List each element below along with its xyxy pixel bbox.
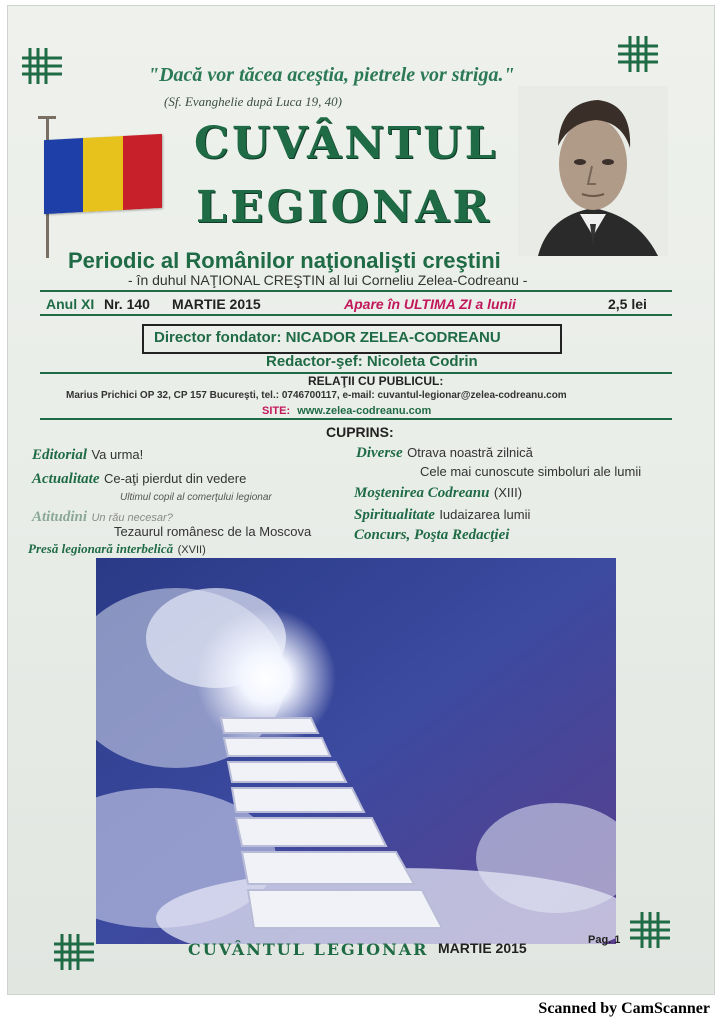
footer-date: MARTIE 2015 <box>438 940 527 956</box>
director-fondator: Director fondator: NICADOR ZELEA-CODREANU <box>154 329 501 346</box>
article-title: Iudaizarea lumii <box>439 507 531 522</box>
article-title: Ce-aţi pierdut din vedere <box>103 471 247 486</box>
header-quote: "Dacă vor tăcea aceştia, pietrele vor striga." <box>148 64 515 86</box>
site-link[interactable]: www.zelea-codreanu.com <box>297 405 432 417</box>
relations-contact: Marius Prichici OP 32, CP 157 Bucureşti, tel.: 0746700117, e-mail: cuvantul-legionar@zelea-codreanu.com <box>66 390 567 401</box>
section-name: Concurs, Poşta Redacţiei <box>354 527 510 543</box>
cross-icon <box>38 116 56 119</box>
quote-source: (Sf. Evanghelie după Luca 19, 40) <box>164 94 342 109</box>
triple-cross-icon <box>628 908 672 952</box>
relations-heading: RELAŢII CU PUBLICUL: <box>308 374 444 388</box>
scanner-watermark: Scanned by CamScanner <box>538 1000 710 1017</box>
redactor-sef: Redactor-şef: Nicoleta Codrin <box>266 353 478 370</box>
contents-left-item <box>32 470 246 488</box>
contents-right-item <box>354 526 509 544</box>
article-title: (XIII) <box>493 485 523 500</box>
subtitle: Periodic al Românilor naţionalişti creştini <box>68 248 501 273</box>
masthead-title-line2: LEGIONAR <box>196 182 492 233</box>
issue-year: Anul XI <box>46 296 95 312</box>
article-subtitle: Tezaurul românesc de la Moscova <box>114 524 312 539</box>
contents-right-item <box>356 444 533 462</box>
site-row <box>262 405 431 417</box>
article-title: Otrava noastră zilnică <box>407 445 533 460</box>
portrait-photo <box>518 86 668 256</box>
section-name: Editorial <box>32 447 88 463</box>
article-title: Va urma! <box>91 447 144 462</box>
contents-left-item <box>28 540 206 558</box>
site-label: SITE: <box>262 405 291 417</box>
issue-number: Nr. 140 <box>104 296 150 312</box>
footer-title: CUVÂNTUL LEGIONAR <box>188 940 429 959</box>
article-subtitle: Ultimul copil al comerţului legionar <box>120 492 272 503</box>
article-title: (XVII) <box>177 544 206 556</box>
article-subtitle: Cele mai cunoscute simboluri ale lumii <box>420 464 642 479</box>
section-name: Spiritualitate <box>354 507 435 523</box>
section-name: Atitudini <box>32 509 88 525</box>
contents-right-item <box>354 506 530 524</box>
divider <box>40 418 672 420</box>
triple-cross-icon <box>616 32 660 76</box>
contents-right-item <box>354 484 522 502</box>
triple-cross-icon <box>20 44 64 88</box>
masthead-title-line1: CUVÂNTUL <box>194 118 499 169</box>
romanian-flag <box>44 134 162 214</box>
contents-left-item <box>32 446 143 464</box>
section-name: Presă legionară interbelică <box>28 541 174 556</box>
issue-date: MARTIE 2015 <box>172 296 261 312</box>
article-title: Un rău necesar? <box>91 512 173 524</box>
issue-appearance: Apare în ULTIMA ZI a lunii <box>344 296 516 312</box>
divider <box>40 290 672 292</box>
triple-cross-icon <box>52 930 96 974</box>
cover-photo-stairway <box>96 558 616 944</box>
newspaper-page <box>8 6 714 994</box>
contents-heading: CUPRINS: <box>326 424 394 440</box>
section-name: Moştenirea Codreanu <box>354 485 490 501</box>
issue-price: 2,5 lei <box>608 296 647 312</box>
page-number: Pag. 1 <box>588 934 621 946</box>
divider <box>40 314 672 316</box>
tagline: - în duhul NAŢIONAL CREŞTIN al lui Corneliu Zelea-Codreanu - <box>128 272 528 288</box>
section-name: Diverse <box>356 445 403 461</box>
section-name: Actualitate <box>32 471 100 487</box>
